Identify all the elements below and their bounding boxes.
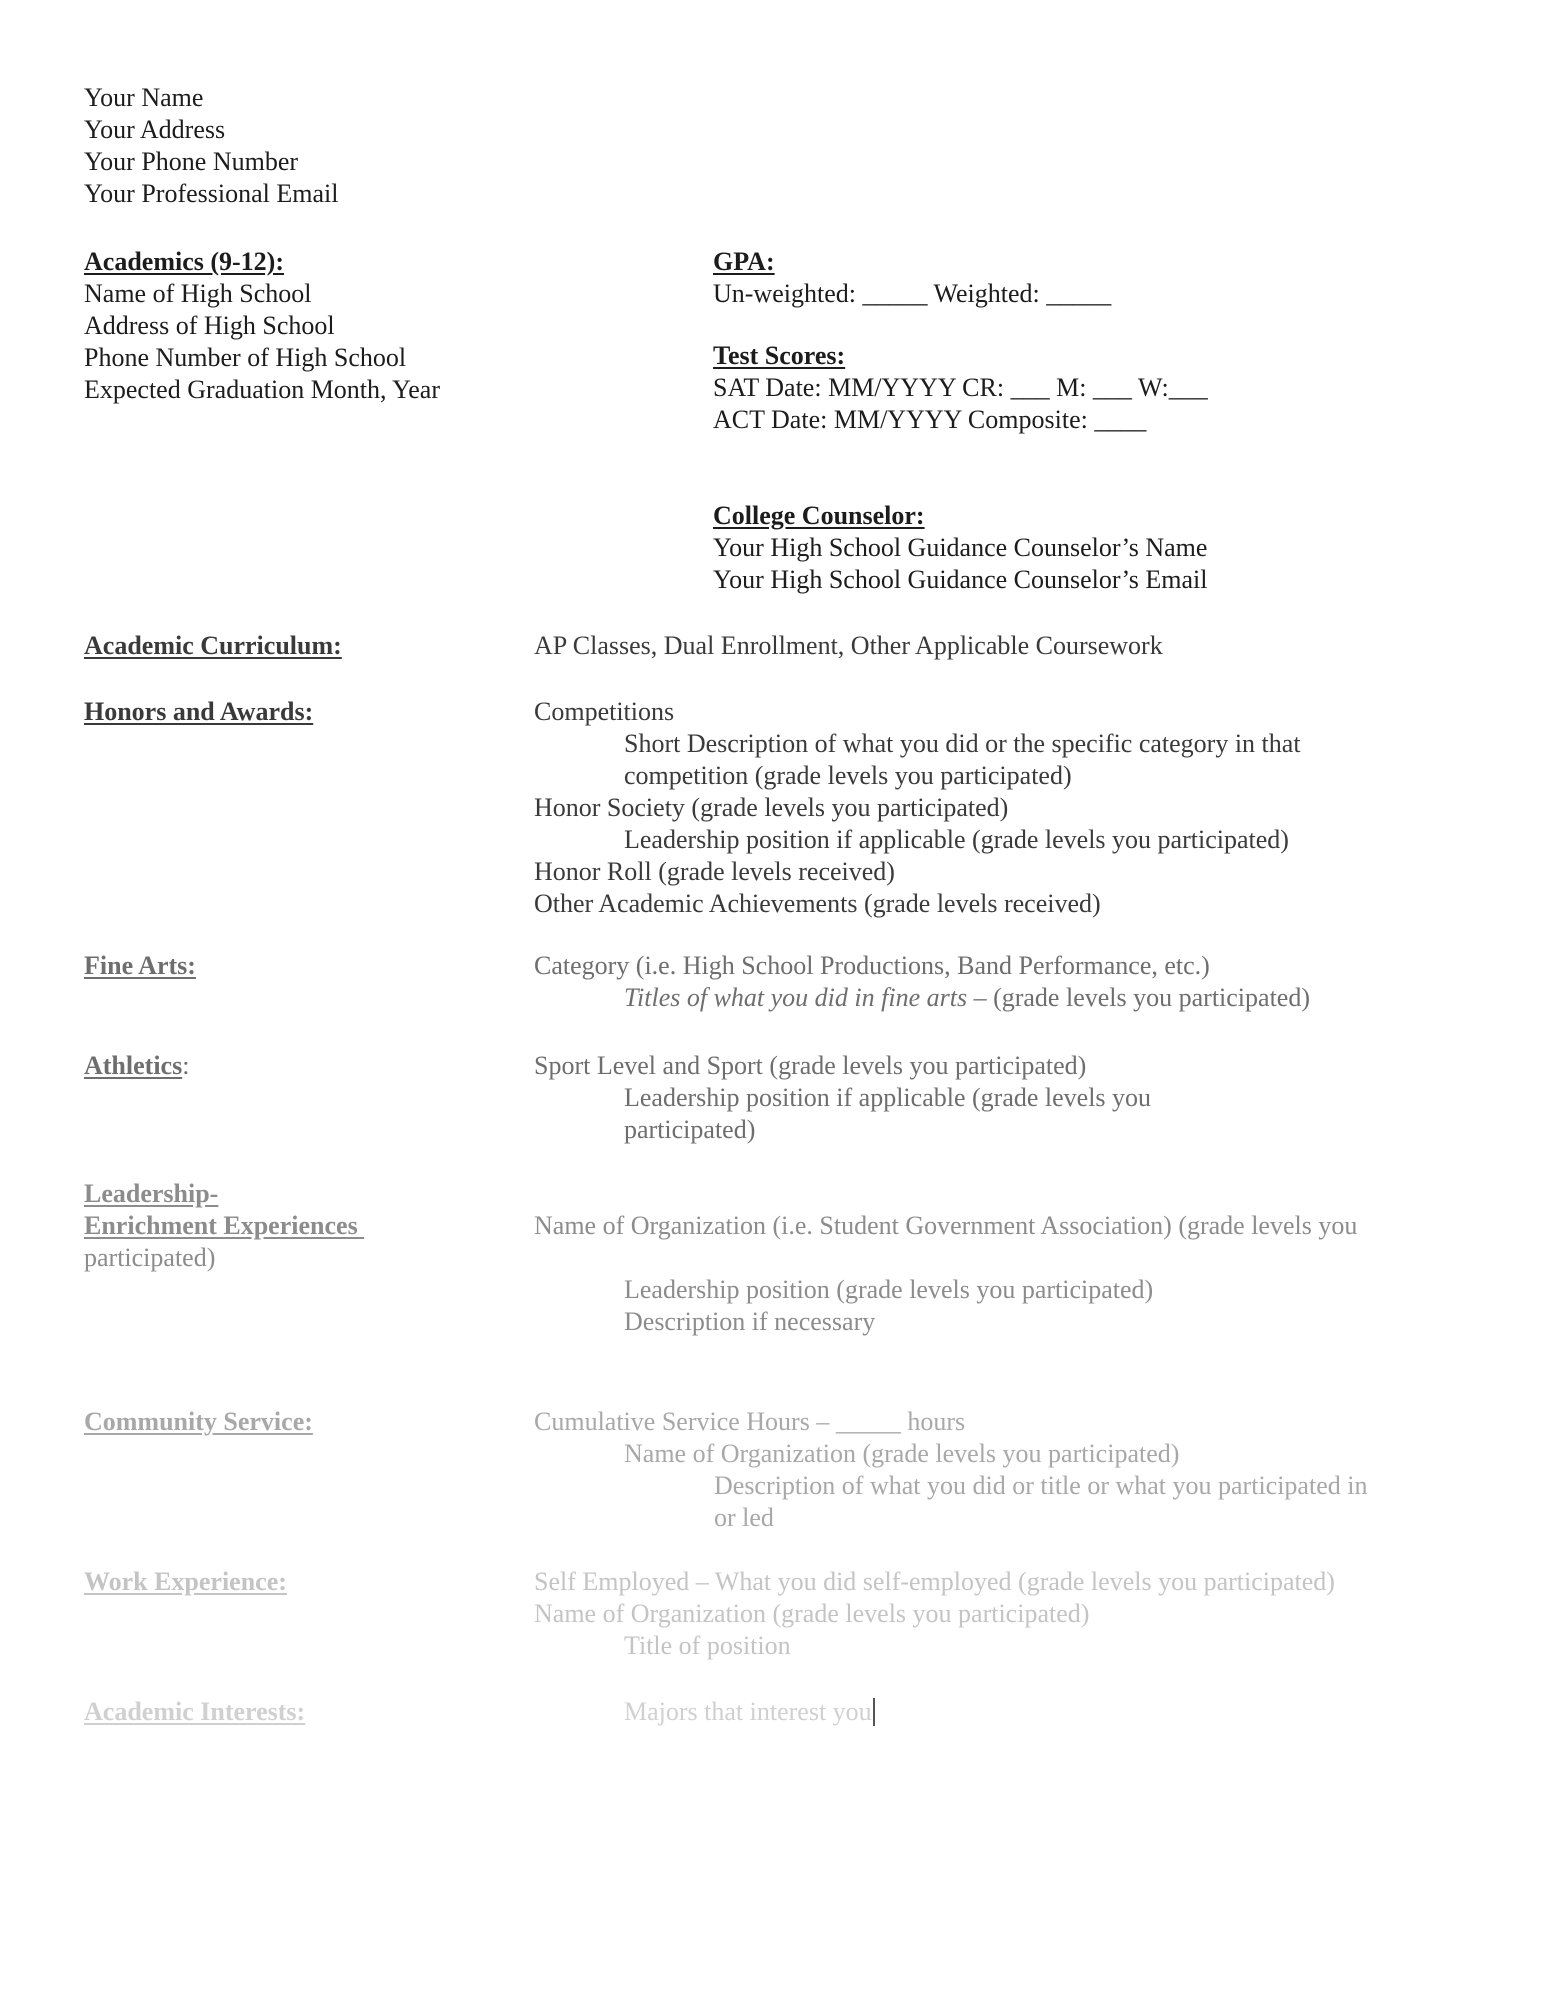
work-block	[534, 1566, 1335, 1662]
graduation-date: Expected Graduation Month, Year	[84, 375, 440, 404]
leadership-description: Description if necessary	[624, 1307, 876, 1336]
gpa-heading: GPA:	[713, 247, 775, 276]
community-description-cont: or led	[714, 1503, 774, 1532]
athletics-heading: Athletics	[84, 1051, 183, 1080]
competition-description: Short Description of what you did or the specific category in that	[624, 729, 1301, 758]
work-heading: Work Experience:	[84, 1567, 287, 1596]
fine-arts-category: Category (i.e. High School Productions, Band Performance, etc.)	[534, 951, 1210, 980]
fine-arts-titles-rest: – (grade levels you participated)	[967, 983, 1310, 1012]
athletics-leadership-cont: participated)	[624, 1115, 756, 1144]
counselor-name: Your High School Guidance Counselor’s Name	[713, 533, 1208, 562]
athletics-leadership: Leadership position if applicable (grade levels you	[624, 1083, 1152, 1112]
leadership-heading: Leadership-	[84, 1179, 219, 1208]
contact-email: Your Professional Email	[84, 179, 339, 208]
interests-heading: Academic Interests:	[84, 1697, 306, 1726]
gpa-values: Un-weighted: _____ Weighted: _____	[713, 279, 1112, 308]
competitions-item: Competitions	[534, 697, 675, 726]
test-scores-block	[713, 340, 1208, 436]
academics-heading: Academics (9-12):	[84, 247, 284, 276]
contact-name: Your Name	[84, 83, 204, 112]
contact-phone: Your Phone Number	[84, 147, 299, 176]
work-title: Title of position	[624, 1631, 791, 1660]
athletics-heading-wrap	[84, 1050, 189, 1082]
interests-majors: Majors that interest you	[624, 1697, 872, 1726]
leadership-position: Leadership position (grade levels you participated)	[624, 1275, 1154, 1304]
honors-heading: Honors and Awards:	[84, 697, 314, 726]
school-name: Name of High School	[84, 279, 312, 308]
competition-description-cont: competition (grade levels you participated)	[624, 761, 1072, 790]
act-line: ACT Date: MM/YYYY Composite: ____	[713, 405, 1147, 434]
counselor-heading: College Counselor:	[713, 501, 925, 530]
honors-block	[534, 696, 1301, 920]
sat-line: SAT Date: MM/YYYY CR: ___ M: ___ W:___	[713, 373, 1208, 402]
interests-block[interactable]	[624, 1696, 875, 1728]
community-block	[534, 1406, 1367, 1534]
gpa-block	[713, 246, 1111, 310]
leadership-org: Name of Organization (i.e. Student Government Association) (grade levels you	[534, 1211, 1358, 1240]
leadership-heading-participated: participated)	[84, 1243, 216, 1272]
counselor-email: Your High School Guidance Counselor’s Email	[713, 565, 1208, 594]
counselor-block	[713, 500, 1207, 596]
honor-roll-item: Honor Roll (grade levels received)	[534, 857, 895, 886]
test-scores-heading: Test Scores:	[713, 341, 846, 370]
leadership-block	[534, 1210, 1357, 1338]
school-address: Address of High School	[84, 311, 335, 340]
community-description: Description of what you did or title or what you participated in	[714, 1471, 1368, 1500]
athletics-block	[534, 1050, 1151, 1146]
honor-society-leadership: Leadership position if applicable (grade levels you participated)	[624, 825, 1289, 854]
academics-block	[84, 246, 440, 406]
work-org: Name of Organization (grade levels you participated)	[534, 1599, 1090, 1628]
text-cursor	[873, 1698, 875, 1726]
school-phone: Phone Number of High School	[84, 343, 407, 372]
contact-address: Your Address	[84, 115, 226, 144]
honor-society-item: Honor Society (grade levels you participated)	[534, 793, 1009, 822]
curriculum-heading: Academic Curriculum:	[84, 631, 342, 660]
community-heading: Community Service:	[84, 1407, 313, 1436]
other-achievements-item: Other Academic Achievements (grade levels received)	[534, 889, 1101, 918]
curriculum-text: AP Classes, Dual Enrollment, Other Applicable Coursework	[534, 631, 1163, 660]
athletics-sport: Sport Level and Sport (grade levels you participated)	[534, 1051, 1087, 1080]
leadership-heading-block	[84, 1178, 364, 1274]
fine-arts-block	[534, 950, 1310, 1014]
community-org: Name of Organization (grade levels you participated)	[624, 1439, 1180, 1468]
athletics-heading-colon: :	[182, 1051, 190, 1080]
fine-arts-titles-italic: Titles of what you did in fine arts	[624, 983, 968, 1012]
enrichment-heading: Enrichment Experiences	[84, 1211, 365, 1240]
fine-arts-heading: Fine Arts:	[84, 951, 196, 980]
community-hours: Cumulative Service Hours – _____ hours	[534, 1407, 966, 1436]
fine-arts-titles	[534, 982, 1310, 1014]
work-self-employed: Self Employed – What you did self-employed (grade levels you participated)	[534, 1567, 1335, 1596]
contact-block	[84, 82, 338, 210]
